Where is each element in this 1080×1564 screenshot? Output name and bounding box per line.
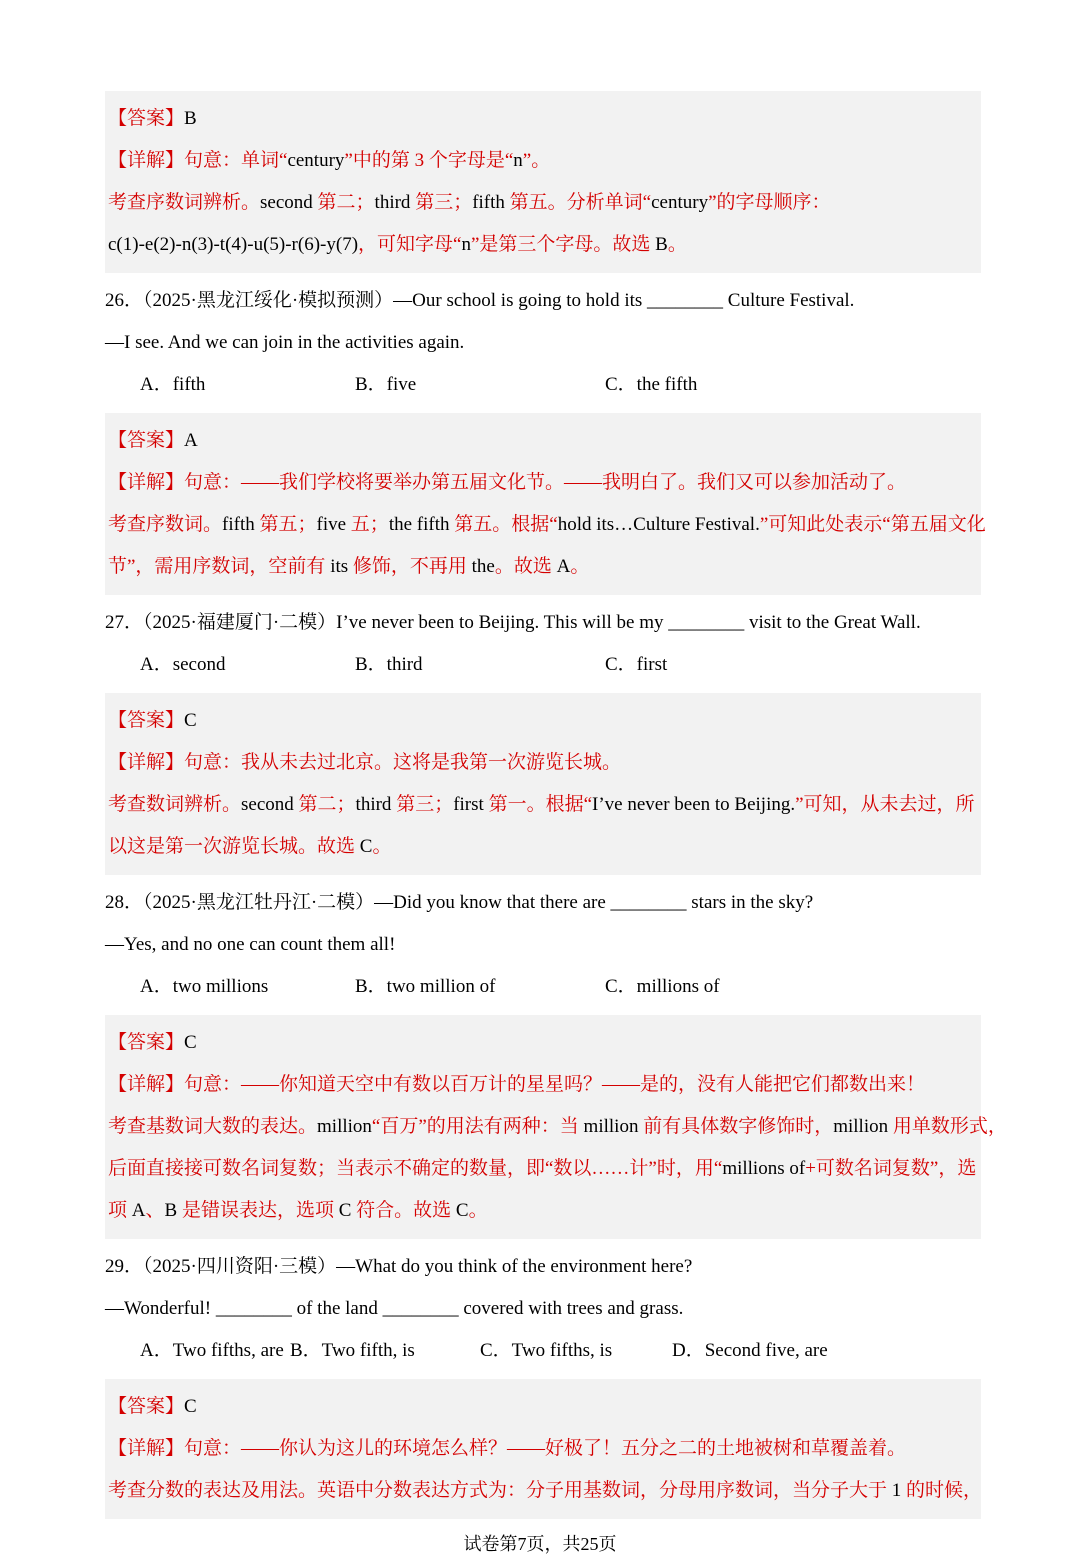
text-segment: 是错误表达，选项 bbox=[177, 1200, 339, 1221]
option-item: B．two million of bbox=[355, 976, 496, 997]
text-segment: 项 bbox=[108, 1200, 132, 1221]
text-segment: C．the fifth bbox=[605, 374, 698, 395]
text-segment: second bbox=[260, 192, 313, 213]
answer-q26 bbox=[105, 413, 986, 595]
text-segment: A bbox=[184, 430, 198, 451]
text-segment: C．millions of bbox=[605, 976, 720, 997]
option-item: B．third bbox=[355, 654, 423, 675]
text-segment: 。 bbox=[667, 234, 687, 255]
text-segment: —Wonderful! ________ of the land ________ covered with trees and grass. bbox=[105, 1298, 684, 1319]
option-item: C．Two fifths, is bbox=[480, 1340, 613, 1361]
text-segment: +可数名词复数”，选 bbox=[805, 1158, 977, 1179]
text-segment: 前有具体数字修饰时， bbox=[638, 1116, 834, 1137]
text-segment: 的时候， bbox=[901, 1480, 983, 1501]
text-line bbox=[108, 420, 978, 462]
text-line bbox=[108, 462, 978, 504]
text-segment: 【详解】句意：单词“ bbox=[108, 150, 288, 171]
text-segment: ，可知字母“ bbox=[358, 234, 462, 255]
text-line bbox=[105, 924, 975, 966]
text-segment: 【答案】 bbox=[108, 710, 185, 731]
text-segment: 、 bbox=[145, 1200, 165, 1221]
question-29 bbox=[105, 1244, 975, 1374]
text-segment: 修饰，不再用 bbox=[348, 556, 472, 577]
text-segment: 。 bbox=[570, 556, 590, 577]
option-item: B．Two fifth, is bbox=[290, 1340, 415, 1361]
text-segment: 第一。根据“ bbox=[483, 794, 592, 815]
text-segment: its bbox=[330, 556, 349, 577]
text-line bbox=[108, 546, 978, 588]
text-line bbox=[108, 140, 978, 182]
text-segment: 【详解】句意：——我们学校将要举办第五届文化节。——我明白了。我们又可以参加活动了。 bbox=[108, 472, 907, 493]
text-segment: 考查序数词辨析。 bbox=[108, 192, 261, 213]
text-segment: c(1)-e(2)-n(3)-t(4)-u(5)-r(6)-y(7) bbox=[108, 234, 359, 255]
text-line bbox=[108, 700, 978, 742]
text-line bbox=[105, 882, 975, 924]
text-segment: 考查分数的表达及用法。英语中分数表达方式为：分子用基数词，分母用序数词，当分子大于 bbox=[108, 1480, 892, 1501]
text-segment: century bbox=[287, 150, 345, 171]
text-segment: 第五。分析单词“ bbox=[504, 192, 652, 213]
text-line bbox=[108, 1470, 983, 1512]
text-segment: 28．（2025·黑龙江牡丹江·二模）—Did you know that there are ________ stars in the sky? bbox=[105, 892, 814, 913]
answer-q27 bbox=[105, 693, 981, 875]
text-segment: ”。 bbox=[522, 150, 551, 171]
text-segment: hold its…Culture Festival. bbox=[557, 514, 760, 535]
text-line bbox=[108, 504, 986, 546]
text-line bbox=[108, 224, 978, 266]
question-28 bbox=[105, 880, 975, 1010]
text-line bbox=[108, 1106, 1007, 1148]
text-segment: 。 bbox=[468, 1200, 488, 1221]
text-line bbox=[108, 182, 978, 224]
text-segment: B bbox=[184, 108, 197, 129]
text-line bbox=[108, 742, 978, 784]
text-segment: C bbox=[359, 836, 373, 857]
text-segment: ”可知此处表示“第五届文化 bbox=[759, 514, 986, 535]
text-segment: “百万”的用法有两种：当 bbox=[371, 1116, 584, 1137]
option-item: A．fifth bbox=[140, 374, 206, 395]
text-line bbox=[108, 1148, 978, 1190]
text-line bbox=[108, 98, 978, 140]
text-segment: C bbox=[184, 1396, 197, 1417]
text-segment: 后面直接接可数名词复数；当表示不确定的数量，即“数以……计”时，用“ bbox=[108, 1158, 723, 1179]
text-segment: century bbox=[651, 192, 709, 213]
text-segment: million bbox=[583, 1116, 639, 1137]
text-segment: —Yes, and no one can count them all! bbox=[105, 934, 396, 955]
question-26 bbox=[105, 278, 975, 408]
text-segment: B bbox=[655, 234, 668, 255]
text-segment: 【答案】 bbox=[108, 430, 185, 451]
text-segment: C bbox=[184, 710, 197, 731]
text-segment: 【答案】 bbox=[108, 1032, 185, 1053]
text-segment: 【详解】句意：我从未去过北京。这将是我第一次游览长城。 bbox=[108, 752, 622, 773]
text-segment: third bbox=[355, 794, 392, 815]
text-line bbox=[105, 602, 975, 644]
text-segment: 【详解】句意：——你知道天空中有数以百万计的星星吗？——是的，没有人能把它们都数出来！ bbox=[108, 1074, 926, 1095]
text-segment: A bbox=[131, 1200, 146, 1221]
text-segment: 第二； bbox=[293, 794, 356, 815]
text-segment: third bbox=[374, 192, 411, 213]
text-line bbox=[105, 966, 975, 1008]
text-segment: C bbox=[184, 1032, 197, 1053]
text-segment: 【详解】句意：——你认为这儿的环境怎么样？——好极了！五分之二的土地被树和草覆盖着。 bbox=[108, 1438, 907, 1459]
text-segment: 第二； bbox=[312, 192, 375, 213]
text-segment: n bbox=[513, 150, 523, 171]
text-line bbox=[108, 1190, 978, 1232]
text-segment: the bbox=[471, 556, 495, 577]
text-segment: 五； bbox=[346, 514, 389, 535]
text-segment: C．first bbox=[605, 654, 668, 675]
text-segment: ”的字母顺序： bbox=[708, 192, 831, 213]
text-segment: 27．（2025·福建厦门·二模）I’ve never been to Beijing. This will be my ________ visit to the Great Wall. bbox=[105, 612, 921, 633]
text-segment: 用单数形式， bbox=[888, 1116, 1007, 1137]
text-segment: C bbox=[338, 1200, 352, 1221]
text-segment: 符合。故选 bbox=[351, 1200, 456, 1221]
text-segment: second bbox=[241, 794, 294, 815]
text-segment: five bbox=[316, 514, 347, 535]
text-segment: ”中的第 3 个字母是“ bbox=[344, 150, 514, 171]
text-line bbox=[108, 1022, 978, 1064]
text-segment: 第五； bbox=[254, 514, 317, 535]
option-item: A．Two fifths, are bbox=[140, 1340, 284, 1361]
text-line bbox=[105, 1246, 975, 1288]
text-line bbox=[105, 364, 975, 406]
text-line bbox=[108, 1386, 978, 1428]
text-segment: 考查基数词大数的表达。 bbox=[108, 1116, 318, 1137]
text-segment: fifth bbox=[222, 514, 255, 535]
text-segment: million bbox=[317, 1116, 372, 1137]
text-segment: millions of bbox=[722, 1158, 806, 1179]
text-segment: first bbox=[453, 794, 484, 815]
text-segment: ”是第三个字母。故选 bbox=[470, 234, 656, 255]
text-segment: 26．（2025·黑龙江绥化·模拟预测）—Our school is going to hold its ________ Culture Festival. bbox=[105, 290, 855, 311]
document-body bbox=[105, 91, 1007, 1519]
text-segment: million bbox=[833, 1116, 889, 1137]
text-segment: 【答案】 bbox=[108, 1396, 185, 1417]
text-segment: 1 bbox=[891, 1480, 902, 1501]
text-line bbox=[108, 784, 978, 826]
text-line bbox=[105, 322, 975, 364]
text-segment: ”可知，从未去过，所 bbox=[795, 794, 975, 815]
text-segment: 。故选 bbox=[494, 556, 557, 577]
text-segment: 以这是第一次游览长城。故选 bbox=[108, 836, 360, 857]
text-segment: 考查数词辨析。 bbox=[108, 794, 242, 815]
text-segment: 第三； bbox=[410, 192, 473, 213]
answer-q25 bbox=[105, 91, 981, 273]
answer-q29 bbox=[105, 1379, 981, 1519]
text-segment: B bbox=[164, 1200, 178, 1221]
text-segment: n bbox=[461, 234, 471, 255]
text-segment: 【答案】 bbox=[108, 108, 185, 129]
text-segment: 29．（2025·四川资阳·三模）—What do you think of the environment here? bbox=[105, 1256, 693, 1277]
page-footer: 试卷第7页，共25页 bbox=[463, 1534, 617, 1554]
text-segment: 第三； bbox=[391, 794, 454, 815]
text-segment: I’ve never been to Beijing. bbox=[592, 794, 796, 815]
text-line bbox=[108, 826, 978, 868]
text-segment: 。 bbox=[372, 836, 392, 857]
text-segment: C bbox=[455, 1200, 469, 1221]
text-line bbox=[108, 1428, 978, 1470]
text-line bbox=[105, 644, 975, 686]
option-item: A．two millions bbox=[140, 976, 269, 997]
answer-q28 bbox=[105, 1015, 1007, 1239]
text-segment: 考查序数词。 bbox=[108, 514, 223, 535]
option-item: B．five bbox=[355, 374, 417, 395]
text-segment: the fifth bbox=[388, 514, 450, 535]
text-segment: —I see. And we can join in the activities again. bbox=[105, 332, 465, 353]
text-segment: 节”，需用序数词，空前有 bbox=[108, 556, 331, 577]
text-line bbox=[105, 1288, 975, 1330]
text-line bbox=[105, 1330, 975, 1372]
question-27 bbox=[105, 600, 975, 688]
text-line bbox=[108, 1064, 978, 1106]
text-segment: A bbox=[556, 556, 571, 577]
text-segment: D．Second five, are bbox=[672, 1340, 828, 1361]
text-segment: fifth bbox=[472, 192, 505, 213]
option-item: A．second bbox=[140, 654, 226, 675]
text-line bbox=[105, 280, 975, 322]
text-segment: 第五。根据“ bbox=[449, 514, 558, 535]
